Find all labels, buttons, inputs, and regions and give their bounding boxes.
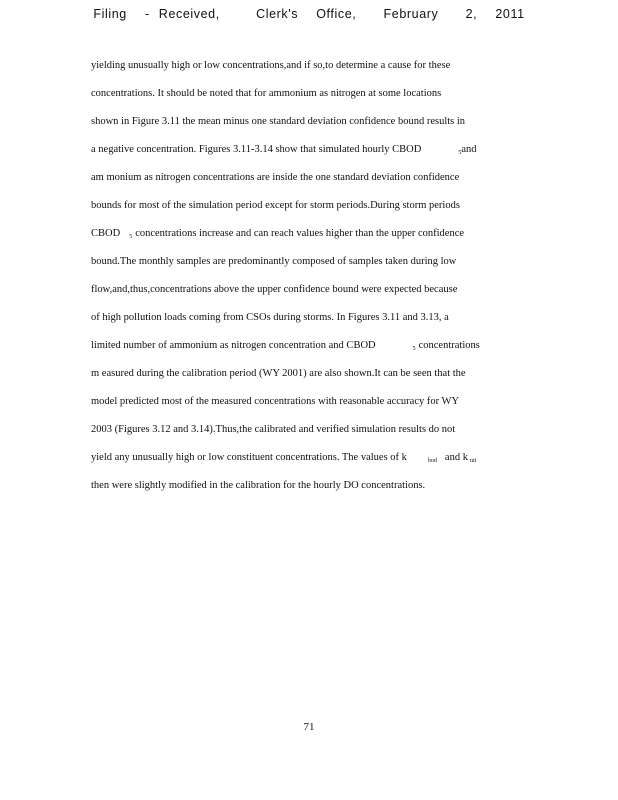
text-line: yielding unusually high or low concentrations,and if so,to determine a cause for these [91,60,451,71]
body-text [91,52,521,500]
text-line: of high pollution loads coming from CSOs during storms. In Figures 3.11 and 3.13, a [91,312,449,323]
text-line: am monium as nitrogen concentrations are inside the one standard deviation confidence [91,172,460,183]
text-line: shown in Figure 3.11 the mean minus one standard deviation confidence bound results in [91,116,466,127]
text-line: flow,and,thus,concentrations above the upper confidence bound were expected because [91,284,458,295]
text-line: CBOD $_5$ concentrations increase and can reach values higher than the upper confidence [91,228,465,240]
text-line: a negative concentration. Figures 3.11-3.14 show that simulated hourly CBOD $_5$and [91,144,477,156]
text-line: m easured during the calibration period (WY 2001) are also shown.It can be seen that the [91,368,466,379]
page-number: 71 [303,721,315,733]
text-line: bounds for most of the simulation period except for storm periods.During storm periods [91,200,460,211]
text-line: then were slightly modified in the calibration for the hourly DO concentrations. [91,480,426,491]
text-line: limited number of ammonium as nitrogen concentration and CBOD $_5$ concentrations [91,340,480,352]
text-line: 2003 (Figures 3.12 and 3.14).Thus,the calibrated and verified simulation results do not [91,424,456,435]
filing-header: Filing - Received, Clerk's Office, February 2, 2011 [93,7,525,21]
text-line: yield any unusually high or low constituent concentrations. The values of k $_{bod}$ and k $_{nit}$ [91,452,477,464]
text-line: bound.The monthly samples are predominantly composed of samples taken during low [91,256,457,267]
text-line: model predicted most of the measured concentrations with reasonable accuracy for WY [91,396,460,407]
text-line: concentrations. It should be noted that for ammonium as nitrogen at some locations [91,88,442,99]
